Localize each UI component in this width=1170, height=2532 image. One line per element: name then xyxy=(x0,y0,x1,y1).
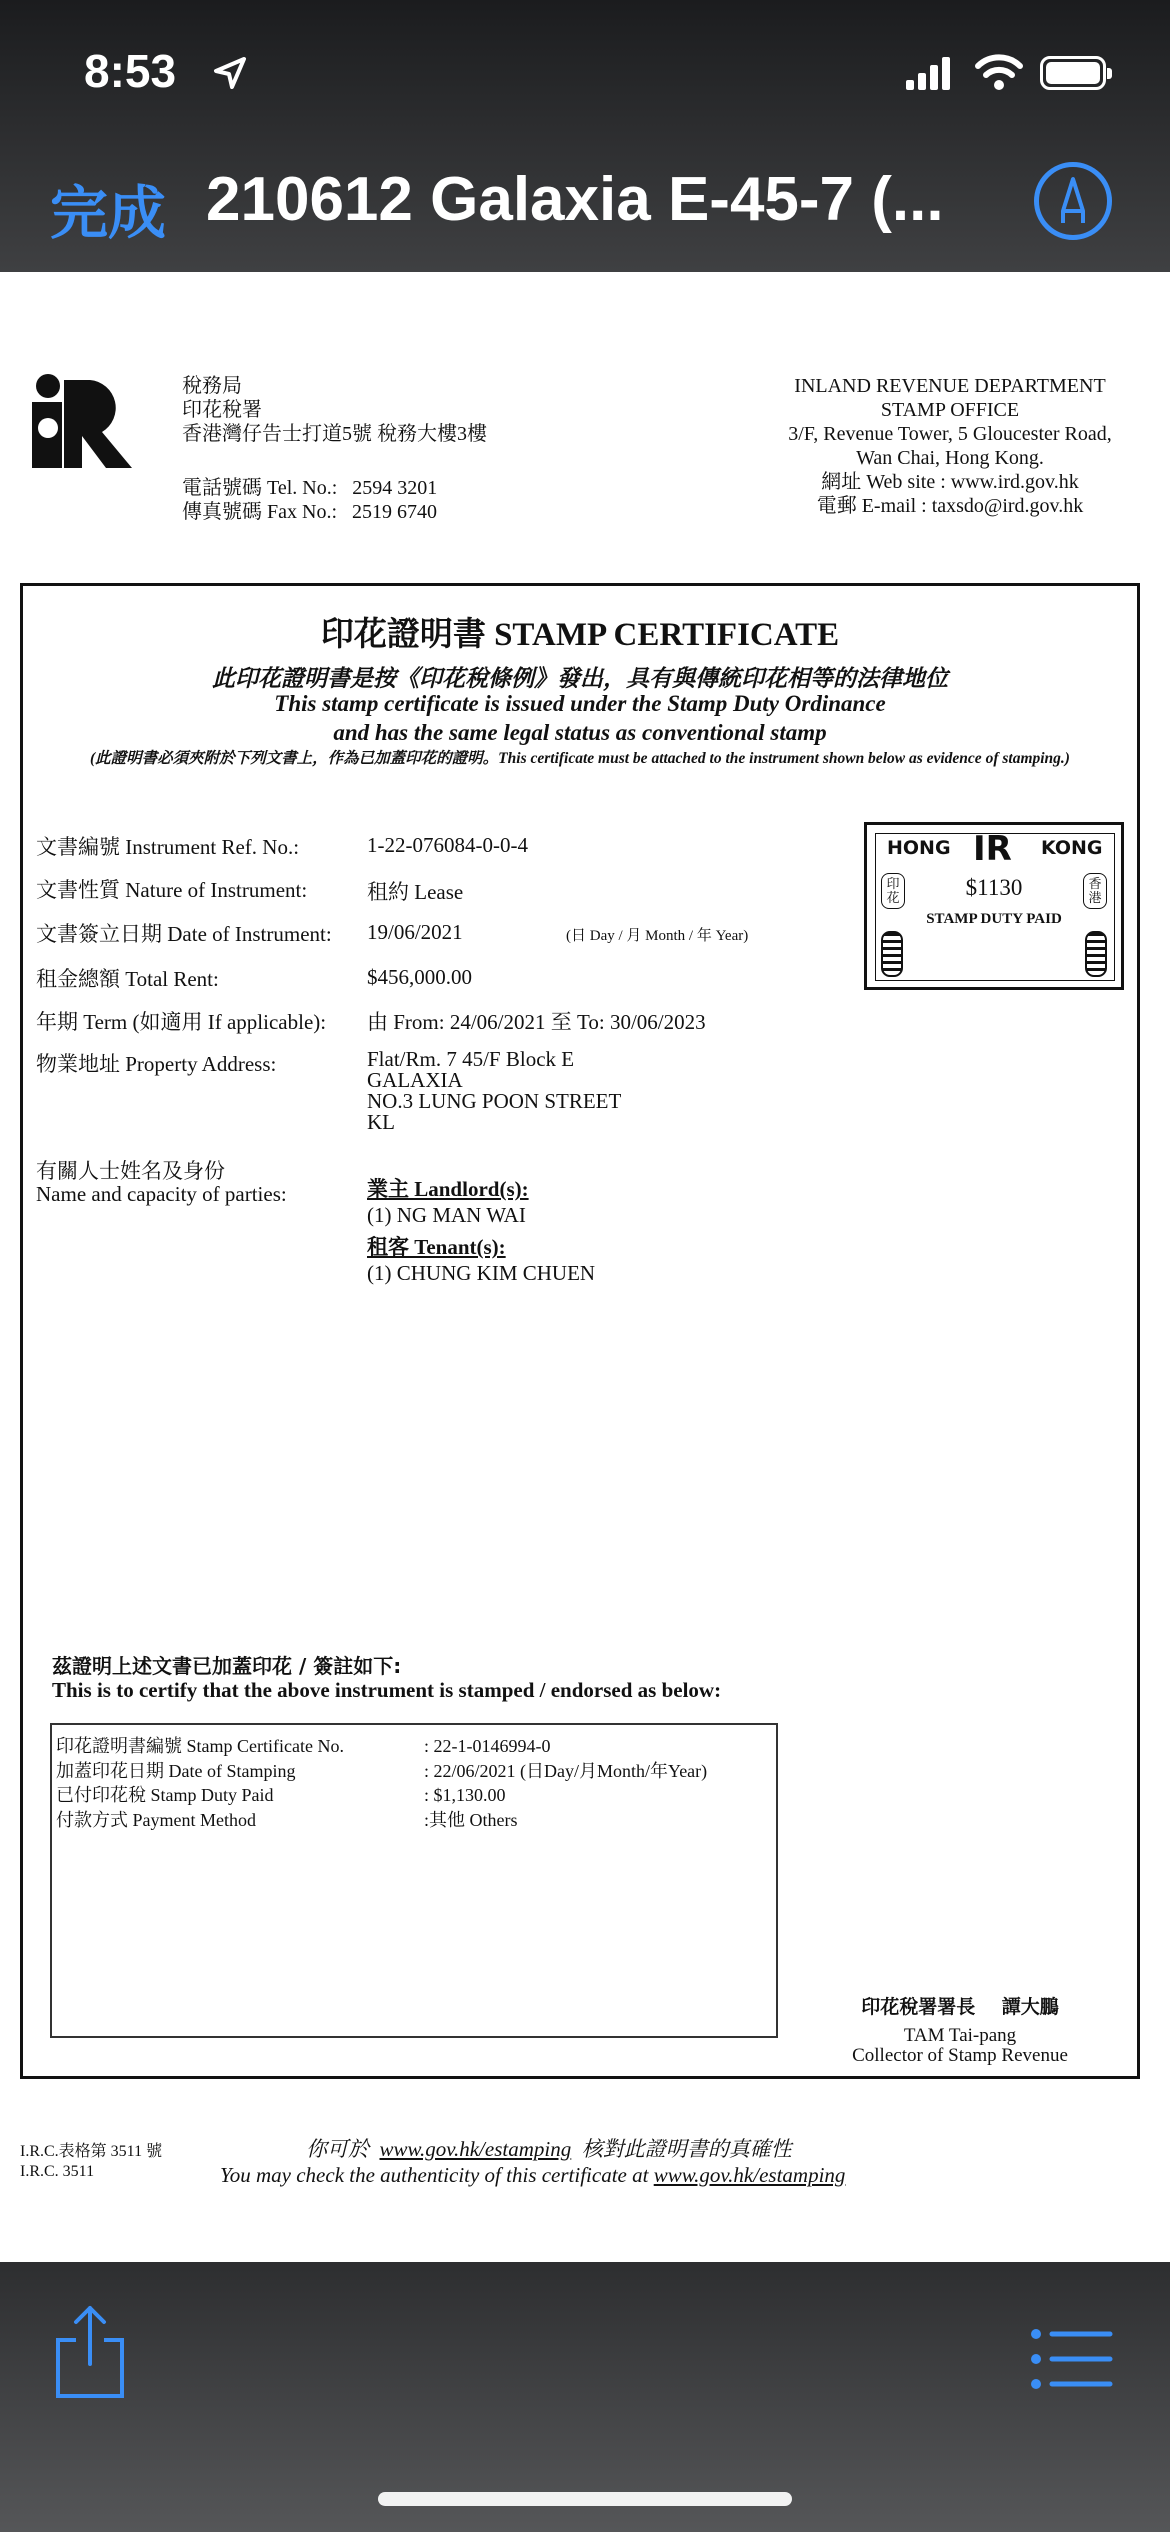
header-dept-cn: 稅務局 xyxy=(182,375,242,397)
verify-link-cn[interactable]: www.gov.hk/estamping xyxy=(379,2137,572,2161)
cellular-signal-icon xyxy=(906,56,956,92)
ird-logo-mark xyxy=(28,372,136,474)
home-indicator[interactable] xyxy=(378,2492,792,2506)
details-labels xyxy=(56,1734,344,1832)
stamp-seal-right: 香港 xyxy=(1083,873,1107,909)
verify-text-en xyxy=(220,2163,845,2188)
field-value-term: 由 From: 24/06/2021 至 To: 30/06/2023 xyxy=(367,1010,706,1034)
header-email: 電郵 E-mail : taxsdo@ird.gov.hk xyxy=(816,495,1084,517)
field-label-term: 年期 Term (如適用 If applicable): xyxy=(36,1010,327,1034)
verify-text-cn xyxy=(306,2133,792,2163)
header-right-block xyxy=(760,374,1140,518)
detail-label: 已付印花稅 Stamp Duty Paid xyxy=(56,1785,274,1805)
collector-name-cn: 印花稅署署長 譚大鵬 xyxy=(861,1996,1059,2018)
certify-text-cn: 茲證明上述文書已加蓋印花 / 簽註如下: xyxy=(52,1654,402,1678)
stamp-duty-paid-stamp xyxy=(864,822,1124,990)
field-label-nature: 文書性質 Nature of Instrument: xyxy=(36,878,308,902)
battery-icon xyxy=(1040,56,1106,90)
header-phone-block xyxy=(182,476,437,524)
verify-cn-post: 核對此證明書的真確性 xyxy=(571,2137,792,2161)
certificate-note: (此證明書必須夾附於下列文書上，作為已加蓋印花的證明。This certificate must be attached to the instrument shown below as evidence of stamping.) xyxy=(90,750,1070,767)
tenant-label: 租客 Tenant(s): xyxy=(367,1235,506,1259)
header-office-cn: 印花稅署 xyxy=(182,399,262,421)
stamp-seal-left: 印花 xyxy=(881,873,905,909)
parties-label-en: Name and capacity of parties: xyxy=(36,1182,287,1206)
field-label-rent: 租金總額 Total Rent: xyxy=(36,967,219,991)
detail-value: :其他 Others xyxy=(424,1809,518,1830)
location-arrow-icon xyxy=(212,55,248,91)
certificate-subtitle-en-1: This stamp certificate is issued under the Stamp Duty Ordinance xyxy=(274,691,886,716)
tel-value: 2594 3201 xyxy=(352,477,438,499)
stamp-ornament-left xyxy=(881,931,903,977)
field-date-hint: (日 Day / 月 Month / 年 Year) xyxy=(566,928,749,944)
field-value-nature: 租約 Lease xyxy=(367,880,464,904)
address-line: GALAXIA xyxy=(367,1068,463,1092)
form-number-en: I.R.C. 3511 xyxy=(20,2163,95,2180)
field-label-parties xyxy=(36,1160,287,1206)
detail-label: 加蓋印花日期 Date of Stamping xyxy=(56,1760,296,1781)
field-value-address xyxy=(367,1049,621,1133)
markup-button[interactable] xyxy=(1034,162,1112,240)
wifi-icon xyxy=(974,52,1024,92)
detail-value: : 22/06/2021 (日Day/月Month/年Year) xyxy=(424,1760,708,1781)
details-values xyxy=(424,1734,707,1832)
address-line: NO.3 LUNG POON STREET xyxy=(367,1089,622,1113)
collector-name-en: TAM Tai-pang xyxy=(903,2025,1017,2046)
fax-label: 傳真號碼 Fax No.: xyxy=(182,501,337,523)
certificate-subtitle-en-2: and has the same legal status as conventional stamp xyxy=(333,720,827,745)
stamp-hong: HONG xyxy=(887,837,951,859)
detail-value: : $1,130.00 xyxy=(424,1785,506,1805)
collector-title: Collector of Stamp Revenue xyxy=(852,2045,1068,2066)
detail-label: 印花證明書編號 Stamp Certificate No. xyxy=(56,1736,344,1756)
tenant-name: (1) CHUNG KIM CHUEN xyxy=(367,1261,596,1285)
document-title: 210612 Galaxia E-45-7 (... xyxy=(206,165,944,234)
parties-label-cn: 有關人士姓名及身份 xyxy=(36,1159,225,1183)
header-dept-en: INLAND REVENUE DEPARTMENT xyxy=(794,375,1106,397)
verify-link-en[interactable]: www.gov.hk/estamping xyxy=(653,2163,846,2187)
landlord-label: 業主 Landlord(s): xyxy=(367,1177,529,1201)
header-address-en-1: 3/F, Revenue Tower, 5 Gloucester Road, xyxy=(788,423,1112,445)
tel-label: 電話號碼 Tel. No.: xyxy=(182,477,338,499)
stamp-logo: IR xyxy=(973,829,1012,869)
field-label-date: 文書簽立日期 Date of Instrument: xyxy=(36,922,332,946)
header-left-block xyxy=(182,374,487,446)
ird-logo xyxy=(28,372,136,474)
field-label-address: 物業地址 Property Address: xyxy=(36,1052,277,1076)
field-value-date: 19/06/2021 xyxy=(367,920,463,944)
done-button[interactable]: 完成 xyxy=(50,179,167,247)
status-time: 8:53 xyxy=(84,45,177,97)
field-label-ref: 文書編號 Instrument Ref. No.: xyxy=(36,835,300,859)
field-value-ref: 1-22-076084-0-0-4 xyxy=(367,833,528,857)
detail-label: 付款方式 Payment Method xyxy=(56,1809,256,1830)
share-icon xyxy=(52,2302,128,2402)
verify-en-pre: You may check the authenticity of this certificate at xyxy=(220,2163,654,2187)
fax-value: 2519 6740 xyxy=(352,501,437,523)
header-website: 網址 Web site : www.ird.gov.hk xyxy=(821,471,1079,493)
stamp-paid-text: STAMP DUTY PAID xyxy=(926,911,1062,927)
header-address-en-2: Wan Chai, Hong Kong. xyxy=(856,447,1044,469)
share-button[interactable] xyxy=(52,2302,128,2402)
outline-list-button[interactable] xyxy=(1030,2326,1114,2392)
list-icon xyxy=(1030,2326,1114,2392)
form-number-cn: I.R.C.表格第 3511 號 xyxy=(20,2143,163,2160)
header-address-cn: 香港灣仔告士打道5號 稅務大樓3樓 xyxy=(182,423,487,445)
header-office-en: STAMP OFFICE xyxy=(880,399,1020,421)
stamp-kong: KONG xyxy=(1041,837,1103,859)
stamp-ornament-right xyxy=(1085,931,1107,977)
certify-text-en: This is to certify that the above instrument is stamped / endorsed as below: xyxy=(52,1678,722,1702)
address-line: KL xyxy=(367,1110,395,1134)
detail-value: : 22-1-0146994-0 xyxy=(424,1736,551,1756)
address-line: Flat/Rm. 7 45/F Block E xyxy=(367,1047,575,1071)
markup-pen-icon xyxy=(1039,167,1107,235)
field-value-rent: $456,000.00 xyxy=(367,965,472,989)
certificate-title: 印花證明書 STAMP CERTIFICATE xyxy=(320,617,840,653)
landlord-name: (1) NG MAN WAI xyxy=(367,1203,526,1227)
stamp-amount: $1130 xyxy=(965,875,1023,900)
certificate-subtitle-cn: 此印花證明書是按《印花稅條例》發出，具有與傳統印花相等的法律地位 xyxy=(212,666,948,691)
verify-cn-pre: 你可於 xyxy=(306,2137,380,2161)
